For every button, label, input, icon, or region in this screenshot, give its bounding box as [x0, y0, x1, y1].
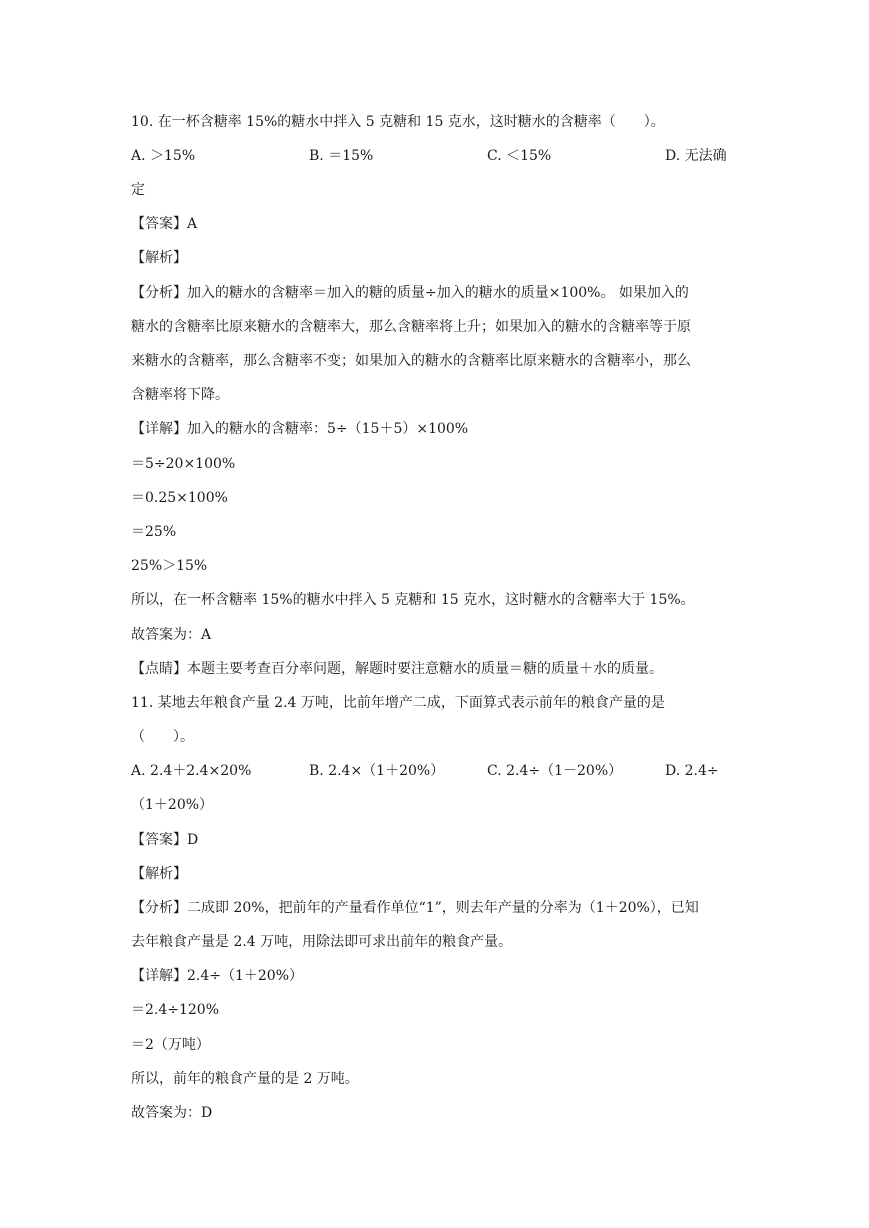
q11-option-b: B. 2.4×（1＋20%）	[309, 763, 445, 779]
q10-option-wrap: 定	[131, 182, 145, 198]
q11-option-c: C. 2.4÷（1－20%）	[487, 763, 623, 779]
q10-jiexi-heading: 【解析】	[131, 250, 187, 266]
q10-option-d: D. 无法确	[665, 148, 727, 164]
q10-analysis-line: 糖水的含糖率比原来糖水的含糖率大，那么含糖率将上升；如果加入的糖水的含糖率等于原	[131, 319, 691, 335]
q11-option-wrap: （1＋20%）	[131, 797, 214, 813]
q11-detail-line: ＝2（万吨）	[131, 1037, 210, 1053]
q10-detail-line: 【详解】加入的糖水的含糖率：5÷（15＋5）×100%	[131, 421, 469, 437]
q10-analysis-line: 来糖水的含糖率，那么含糖率不变；如果加入的糖水的含糖率比原来糖水的含糖率小，那么	[131, 353, 691, 369]
q11-detail-line: 【详解】2.4÷（1＋20%）	[131, 968, 304, 984]
q11-detail-line: 所以，前年的粮食产量的是 2 万吨。	[131, 1071, 359, 1087]
q11-detail-line: 故答案为：D	[131, 1105, 213, 1121]
q11-option-a: A. 2.4＋2.4×20%	[131, 763, 252, 779]
q10-detail-line: ＝25%	[131, 524, 177, 540]
q10-detail-line: ＝5÷20×100%	[131, 456, 236, 472]
q10-option-b: B. ＝15%	[309, 148, 374, 164]
q11-jiexi-heading: 【解析】	[131, 866, 187, 882]
q11-stem: 11. 某地去年粮食产量 2.4 万吨，比前年增产二成，下面算式表示前年的粮食产量的是	[131, 695, 665, 711]
q11-stem-wrap: （ ）。	[131, 729, 194, 745]
q11-analysis-line: 去年粮食产量是 2.4 万吨，用除法即可求出前年的粮食产量。	[131, 934, 513, 950]
q10-dianjing: 【点睛】本题主要考查百分率问题，解题时要注意糖水的质量＝糖的质量＋水的质量。	[131, 661, 663, 677]
q11-answer: 【答案】D	[131, 832, 199, 848]
q10-detail-line: 所以，在一杯含糖率 15%的糖水中拌入 5 克糖和 15 克水，这时糖水的含糖率大于 15%。	[131, 592, 695, 608]
q10-analysis-line: 含糖率将下降。	[131, 387, 229, 403]
q10-analysis-line: 【分析】加入的糖水的含糖率＝加入的糖的质量÷加入的糖水的质量×100%。 如果加入的	[131, 285, 689, 301]
q10-stem: 10. 在一杯含糖率 15%的糖水中拌入 5 克糖和 15 克水，这时糖水的含糖率（ ）。	[131, 114, 665, 130]
q10-detail-line: 故答案为：A	[131, 627, 212, 643]
q10-option-a: A. ＞15%	[131, 148, 196, 164]
q11-analysis-line: 【分析】二成即 20%，把前年的产量看作单位“1”，则去年产量的分率为（1＋20%），已知	[131, 900, 699, 916]
q10-answer: 【答案】A	[131, 216, 198, 232]
q11-option-d: D. 2.4÷	[665, 763, 719, 779]
q10-detail-line: 25%＞15%	[131, 558, 208, 574]
q10-detail-line: ＝0.25×100%	[131, 490, 228, 506]
q10-option-c: C. ＜15%	[487, 148, 552, 164]
q11-detail-line: ＝2.4÷120%	[131, 1002, 220, 1018]
